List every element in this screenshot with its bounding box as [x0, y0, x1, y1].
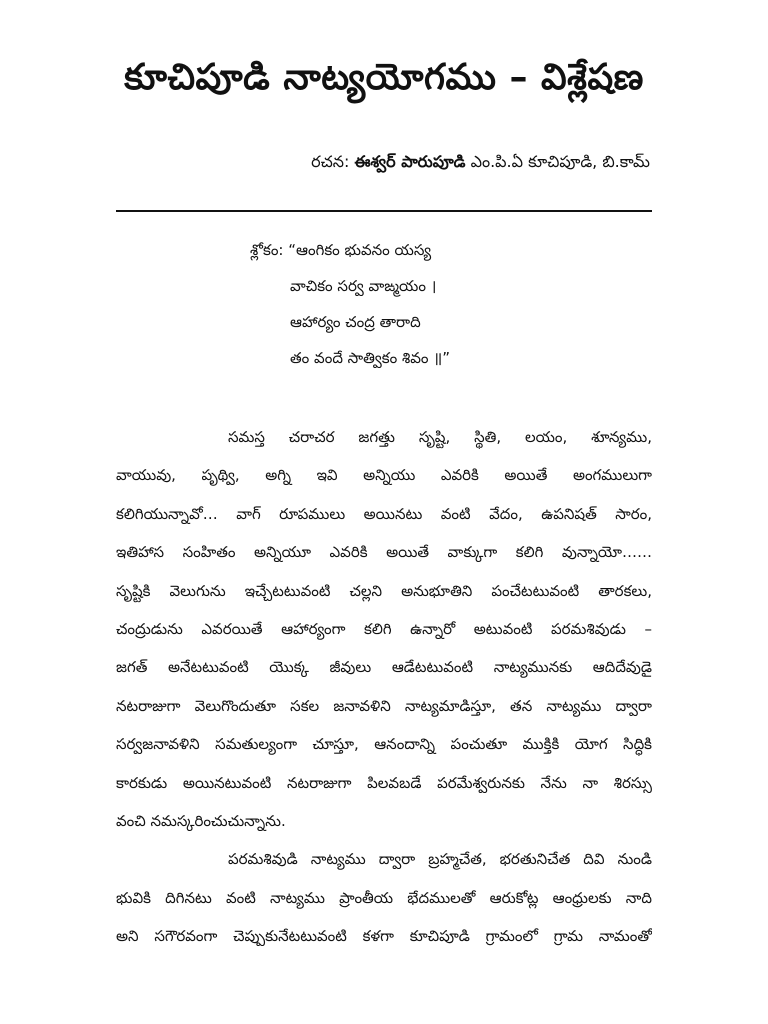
sloka-line: ఆహార్యం చంద్ర తారాది	[290, 313, 421, 331]
author-name: ఈశ్వర్ పారుపూడి	[354, 152, 466, 171]
text-line: వాయువు, పృథ్వి, అగ్ని ఇవి అన్నియు ఎవరికి అయితే అంగములుగా	[116, 466, 652, 485]
sloka-line: వాచికం సర్వ వాఙ్మయం ।	[290, 277, 437, 295]
text-line: నటరాజుగా వెలుగొందుతూ సకల జనావళిని నాట్యమాడిస్తూ, తన నాట్యము ద్వారా	[116, 696, 652, 715]
paragraph-1	[116, 418, 652, 840]
sloka-line: శ్లోకం: “ఆంగికం భువనం యస్య	[250, 241, 432, 259]
text-line: చంద్రుడును ఎవరయితే ఆహార్యంగా కలిగి ఉన్నారో అటువంటి పరమశివుడు –	[116, 619, 652, 638]
author-credentials: ఎం.పి.ఏ కూచిపూడి, బి.కామ్	[470, 152, 650, 171]
text-line: సమస్త చరాచర జగత్తు సృష్టి, స్థితి, లయం, శూన్యము,	[228, 428, 652, 446]
text-line: సృష్టికి వెలుగును ఇచ్చేటటువంటి చల్లని అనుభూతిని పంచేటటువంటి తారకలు,	[116, 581, 652, 600]
text-line: కలిగియున్నావో… వాగ్ రూపములు అయినటు వంటి వేదం, ఉపనిషత్ సారం,	[116, 504, 652, 523]
byline-prefix: రచన:	[311, 152, 350, 171]
text-line: భువికి దిగినటు వంటి నాట్యము ప్రాంతీయ భేదములతో ఆరుకోట్ల ఆంధ్రులకు నాది	[116, 888, 652, 907]
text-line: సర్వజనావళిని సమతుల్యంగా చూస్తూ, ఆనందాన్ని పంచుతూ ముక్తికి యోగ సిద్ధికి	[116, 735, 652, 754]
author-byline	[311, 148, 650, 176]
body-text	[116, 418, 652, 955]
text-line: అని సగౌరవంగా చెప్పుకునేటటువంటి కళగా కూచిపూడి గ్రామంలో గ్రామ నామంతో	[116, 927, 652, 946]
text-line: కారకుడు అయినటువంటి నటరాజుగా పిలవబడే పరమేశ్వరునకు నేను నా శిరస్సు	[116, 773, 652, 792]
horizontal-divider	[116, 210, 652, 212]
text-line: పరమశివుడి నాట్యము ద్వారా బ్రహ్మచేత, భరతునిచేత దివి నుండి	[228, 850, 652, 869]
text-line: ఇతిహాస సంహితం అన్నియూ ఎవరికి అయితే వాక్కుగా కలిగి వున్నాయో……	[116, 543, 652, 562]
text-line: వంచి నమస్కరించుచున్నాను.	[116, 811, 286, 830]
page-title: కూచిపూడి నాట్యయోగము – విశ్లేషణ	[124, 57, 644, 98]
sloka-block	[250, 232, 450, 376]
sloka-line: తం వందే సాత్వికం శివం ॥”	[290, 349, 450, 367]
text-line: జగత్ అనేటటువంటి యొక్క జీవులు ఆడేటటువంటి నాట్యమునకు ఆదిదేవుడై	[116, 658, 652, 677]
paragraph-2	[116, 840, 652, 955]
